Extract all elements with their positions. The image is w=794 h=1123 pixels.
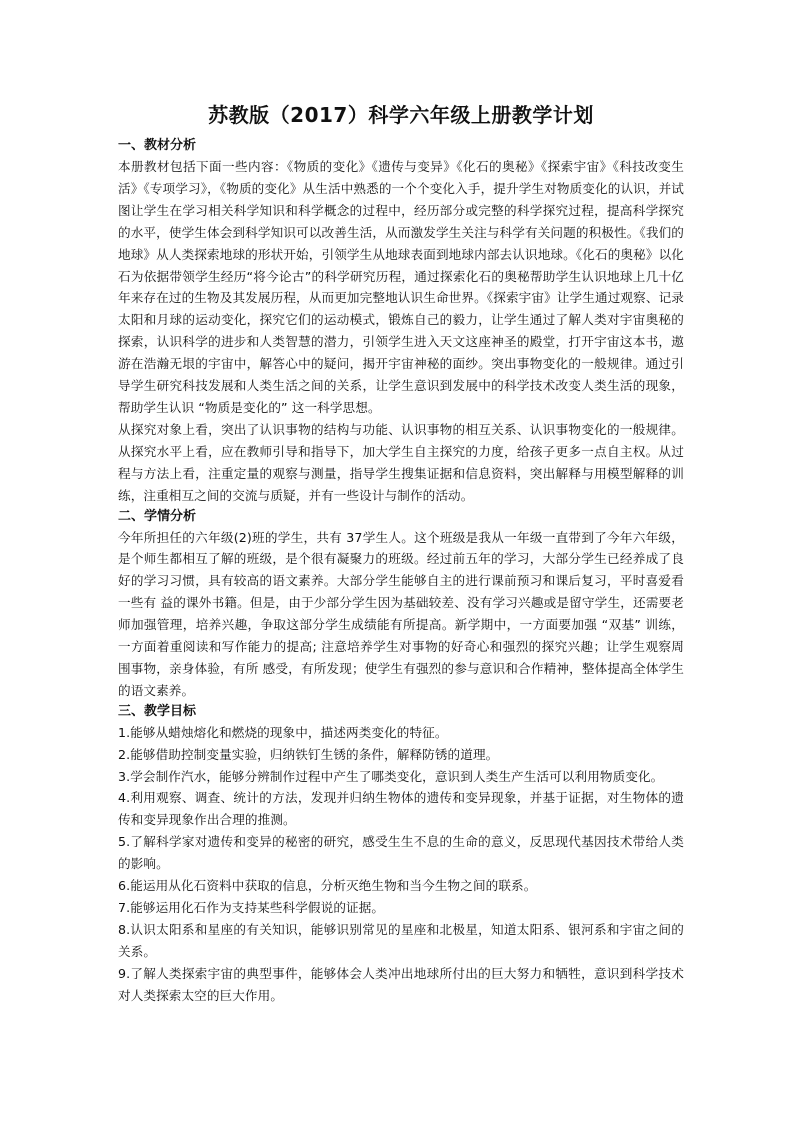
section-teaching-goals (118, 702, 684, 1007)
section-student-analysis (118, 507, 684, 702)
goal-item: 4.利用观察、调查、统计的方法，发现并归纳生物体的遗传和变异现象，并基于证据，对生物体的遗传和变异现象作出合理的推测。 (118, 790, 684, 828)
goal-item: 2.能够借助控制变量实验，归纳铁钉生锈的条件，解释防锈的道理。 (118, 746, 499, 762)
section-heading: 二、学情分析 (118, 508, 197, 524)
section-heading: 三、教学目标 (118, 703, 197, 719)
goal-item: 6.能运用从化石资料中获取的信息，分析灭绝生物和当今生物之间的联系。 (118, 878, 537, 894)
paragraph: 从探究对象上看，突出了认识事物的结构与功能、认识事物的相互关系、认识事物变化的一般规律。从探究水平上看，应在教师引导和指导下，加大学生自主探究的力度，给孩子更多一点自主权。从过程与方法上看，注重定量的观察与测量，指导学生搜集证据和信息资料，突出解释与用模型解释的训练，注重相互之间的交流与质疑，并有一些设计与制作的活动。 (118, 421, 684, 503)
goal-item: 8.认识太阳系和星座的有关知识，能够识别常见的星座和北极星，知道太阳系、银河系和宇宙之间的关系。 (118, 921, 684, 959)
goal-item: 9.了解人类探索宇宙的典型事件，能够体会人类冲出地球所付出的巨大努力和牺牲，意识到科学技术对人类探索太空的巨大作用。 (118, 965, 684, 1003)
paragraph: 今年所担任的六年级(2)班的学生，共有 37学生人。这个班级是我从一年级一直带到了今年六年级，是个师生都相互了解的班级，是个很有凝聚力的班级。经过前五年的学习，大部分学生已经养成了良好的学习习惯，具有较高的语文素养。大部分学生能够自主的进行课前预习和课后复习，平时喜爱看一些有 益的课外书籍。但是，由于少部分学生因为基础较差、没有学习兴趣或是留守学生，还需要老师加强管理，培养兴趣，争取这部分学生成绩能有所提高。新学期中，一方面要加强 “双基” 训练，一方面着重阅读和写作能力的提高; 注意培养学生对事物的好奇心和强烈的探究兴趣；让学生观察周围事物，亲身体验，有所 感受，有所发现；使学生有强烈的参与意识和合作精神，整体提高全体学生的语文素养。 (118, 529, 684, 698)
goal-item: 3.学会制作汽水，能够分辨制作过程中产生了哪类变化，意识到人类生产生活可以利用物质变化。 (118, 768, 664, 784)
goal-list (118, 722, 684, 1007)
document-title: 苏教版（2017）科学六年级上册教学计划 (208, 103, 594, 127)
goal-item: 5.了解科学家对遗传和变异的秘密的研究，感受生生不息的生命的意义，反思现代基因技术带给人类的影响。 (118, 834, 684, 872)
goal-item: 7.能够运用化石作为支持某些科学假说的证据。 (118, 900, 385, 915)
section-textbook-analysis (118, 136, 684, 507)
section-heading: 一、教材分析 (118, 138, 197, 153)
paragraph: 本册教材包括下面一些内容：《物质的变化》《遗传与变异》《化石的奥秘》《探索宇宙》《科技改变生活》《专项学习》，《物质的变化》从生活中熟悉的一个个变化入手，提升学生对物质变化的认识，并试图让学生在学习相关科学知识和科学概念的过程中，经历部分或完整的科学探究过程，提高科学探究的水平，使学生体会到科学知识可以改善生活，从而激发学生关注与科学有关问题的积极性。《我们的地球》从人类探索地球的形状开始，引领学生从地球表面到地球内部去认识地球。《化石的奥秘》以化石为依据带领学生经历“将今论古”的科学研究历程，通过探索化石的奥秘帮助学生认识地球上几十亿年来存在过的生物及其发展历程，从而更加完整地认识生命世界。《探索宇宙》让学生通过观察、记录太阳和月球的运动变化，探究它们的运动模式，锻炼自己的毅力，让学生通过了解人类对宇宙奥秘的探索，认识科学的进步和人类智慧的潜力，引领学生进入天文这座神圣的殿堂，打开宇宙这本书，遨游在浩瀚无垠的宇宙中，解答心中的疑问，揭开宇宙神秘的面纱。突出事物变化的一般规律。通过引导学生研究科技发展和人类生活之间的关系，让学生意识到发展中的科学技术改变人类生活的现象，帮助学生认识 “物质是变化的” 这一科学思想。 (118, 159, 684, 415)
goal-item: 1.能够从蜡烛熔化和燃烧的现象中，描述两类变化的特征。 (118, 724, 448, 740)
document-page (118, 102, 684, 1007)
